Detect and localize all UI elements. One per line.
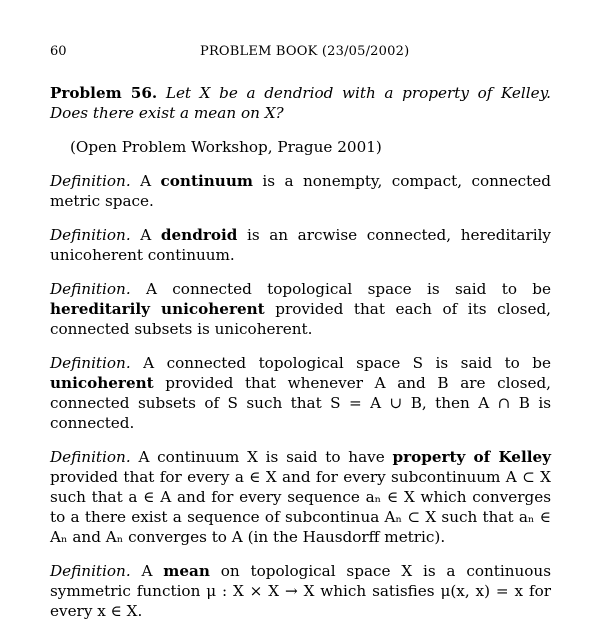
- defined-term: continuum: [160, 172, 253, 190]
- definition-text: A dendroid is an arcwise connected, hereditarily unicoherent continuum.: [50, 226, 552, 264]
- defined-term: property of Kelley: [392, 448, 551, 466]
- defined-term: hereditarily unicoherent: [50, 300, 265, 318]
- definition-label: Definition.: [50, 354, 131, 372]
- definition-text: A continuum is a nonempty, compact, connected metric space.: [50, 172, 551, 210]
- definition-text: A continuum X is said to have property of Kelley provided that for every a ∈ X and for every subcontinuum A ⊂ X such that a ∈ A and for every sequence aₙ ∈ X which converges to a there exist a sequence of subcontinua Aₙ ⊂ X such that aₙ ∈ Aₙ and Aₙ converges to A (in the Hausdorff metric).: [50, 448, 551, 546]
- definition-unicoherent: [50, 353, 551, 433]
- definition-label: Definition.: [50, 172, 131, 190]
- running-head: PROBLEM BOOK (23/05/2002): [200, 44, 410, 59]
- definition-label: Definition.: [50, 226, 131, 244]
- definition-hereditarily-unicoherent: [50, 279, 551, 339]
- problem-label: Problem 56.: [50, 84, 158, 102]
- problem-source: (Open Problem Workshop, Prague 2001): [70, 138, 382, 156]
- defined-term: mean: [163, 562, 210, 580]
- page-number: 60: [50, 44, 67, 59]
- problem-statement: [50, 83, 551, 123]
- definition-property-of-kelley: [50, 447, 551, 547]
- defined-term: dendroid: [160, 226, 238, 244]
- definition-mean: [50, 561, 551, 621]
- definition-text: A connected topological space is said to be hereditarily unicoherent provided that each of its closed, connected subsets is unicoherent.: [50, 280, 552, 338]
- page: [50, 44, 551, 621]
- definition-continuum: [50, 171, 551, 211]
- definition-dendroid: [50, 225, 551, 265]
- definition-text: A mean on topological space X is a continuous symmetric function μ : X × X → X which satisfies μ(x, x) = x for every x ∈ X.: [50, 562, 551, 620]
- definition-label: Definition.: [50, 562, 131, 580]
- page-header: [50, 44, 551, 64]
- definition-label: Definition.: [50, 448, 131, 466]
- defined-term: unicoherent: [50, 374, 154, 392]
- definition-text: A connected topological space S is said to be unicoherent provided that whenever A and B are closed, connected subsets of S such that S = A ∪ B, then A ∩ B is connected.: [50, 354, 552, 432]
- definition-label: Definition.: [50, 280, 131, 298]
- problem-text: Let X be a dendriod with a property of Kelley. Does there exist a mean on X?: [50, 84, 551, 122]
